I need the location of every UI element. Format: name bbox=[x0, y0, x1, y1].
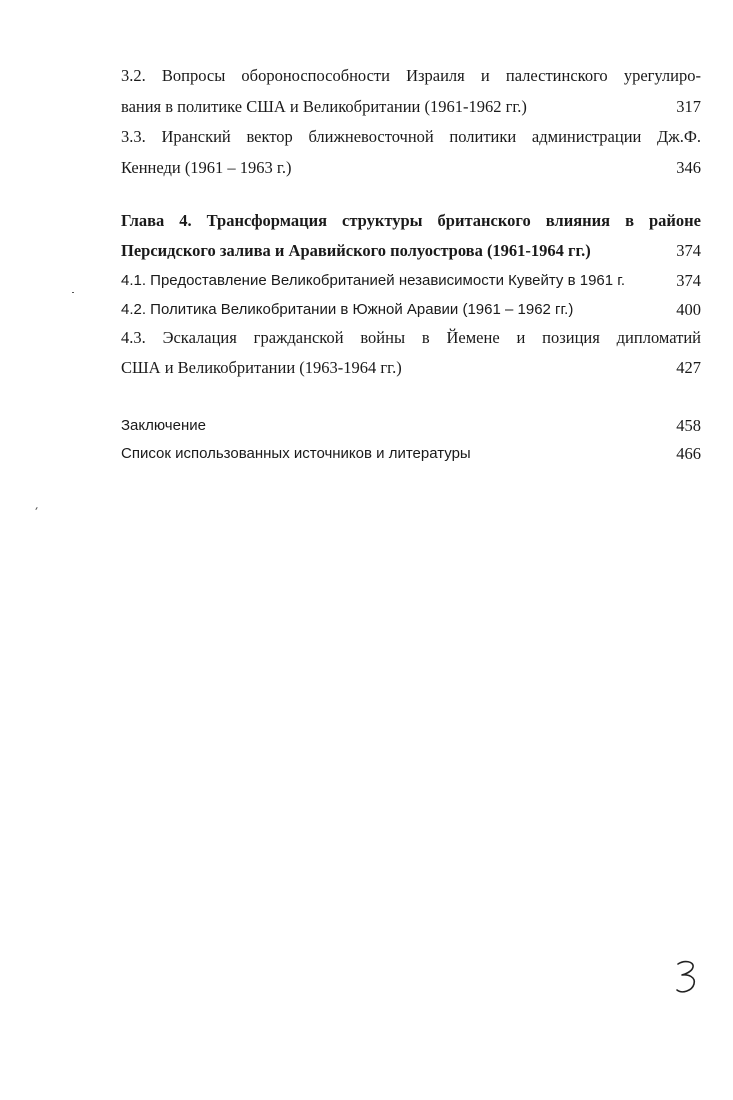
toc-conclusion-page: 458 bbox=[676, 416, 701, 435]
toc-entry-4-2-page: 400 bbox=[676, 300, 701, 319]
toc-conclusion: Заключение bbox=[121, 417, 206, 434]
toc-entry-4-2-line-1: 4.2. Политика Великобритании в Южной Аравии (1961 – 1962 гг.) bbox=[121, 301, 574, 318]
toc-entry-3-2-page: 317 bbox=[676, 97, 701, 116]
toc-entry-4-1-page: 374 bbox=[676, 271, 701, 290]
toc-chapter-4-line-1: Глава 4. Трансформация структуры британского влияния в районе bbox=[121, 211, 701, 230]
toc-entry-4-1-line-1: 4.1. Предоставление Великобританией независимости Кувейту в 1961 г. bbox=[121, 272, 626, 289]
toc-chapter-4-page: 374 bbox=[676, 241, 701, 260]
handwritten-page-number bbox=[672, 958, 702, 998]
toc-entry-3-2-line-1: 3.2. Вопросы обороноспособности Израиля и палестинского урегулиро- bbox=[121, 66, 701, 85]
toc-bibliography: Список использованных источников и литературы bbox=[121, 445, 471, 462]
toc-entry-4-3-line-1: 4.3. Эскалация гражданской войны в Йемене и позиция дипломатий bbox=[121, 328, 701, 347]
toc-entry-4-3-page: 427 bbox=[676, 358, 701, 377]
toc-entry-4-3-line-2: США и Великобритании (1963-1964 гг.) bbox=[121, 358, 402, 377]
toc-entry-3-3-page: 346 bbox=[676, 158, 701, 177]
toc-entry-3-3-line-2: Кеннеди (1961 – 1963 г.) bbox=[121, 158, 292, 177]
scan-speck bbox=[35, 507, 37, 510]
toc-bibliography-page: 466 bbox=[676, 444, 701, 463]
toc-entry-3-2-line-2: вания в политике США и Великобритании (1961-1962 гг.) bbox=[121, 97, 527, 116]
scan-speck bbox=[72, 292, 74, 293]
toc-entry-3-3-line-1: 3.3. Иранский вектор ближневосточной политики администрации Дж.Ф. bbox=[121, 127, 701, 146]
toc-chapter-4-line-2: Персидского залива и Аравийского полуострова (1961-1964 гг.) bbox=[121, 241, 591, 260]
